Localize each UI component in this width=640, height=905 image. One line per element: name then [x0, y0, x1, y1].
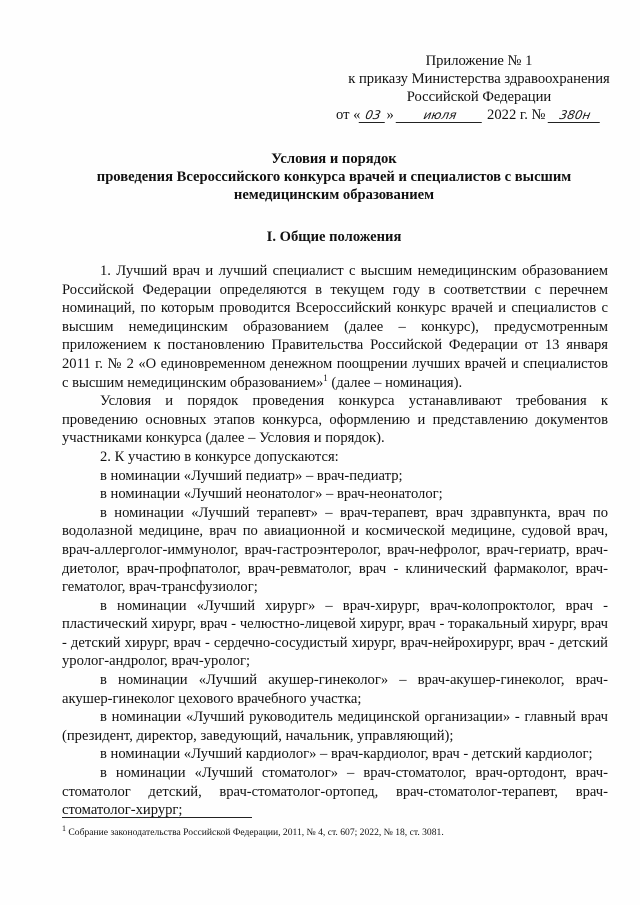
appendix-header — [334, 52, 624, 124]
appendix-number: Приложение № 1 — [425, 53, 533, 69]
paragraph-4: в номинации «Лучший педиатр» – врач-педиатр; — [100, 467, 403, 484]
year-text: 2022 г. № — [487, 107, 546, 123]
footnote-divider — [62, 817, 252, 818]
title-line-2: проведения Всероссийского конкурса врачей и специалистов с высшим немедицинским образованием — [96, 169, 572, 203]
paragraph-3: 2. К участию в конкурсе допускаются: — [100, 448, 339, 465]
handwritten-month: июля — [396, 108, 485, 123]
document-body — [62, 262, 608, 820]
footnote-ref: 1 — [323, 372, 328, 383]
handwritten-order-number: 380н — [548, 108, 603, 123]
paragraph-9: в номинации «Лучший руководитель медицинской организации» - главный врач (президент, директор, заведующий, начальник, управляющий); — [62, 709, 608, 744]
section-heading: I. Общие положения — [266, 229, 402, 245]
appendix-ministry: Российской Федерации — [406, 89, 552, 105]
document-title — [60, 150, 608, 204]
appendix-order-ref: к приказу Министерства здравоохранения — [348, 71, 610, 87]
paragraph-7: в номинации «Лучший хирург» – врач-хирург, врач-колопроктолог, врач - пластический хирург, врач - челюстно-лицевой хирург, врач - торакальный хирург, врач - детский хирург, врач - сердечно-сосудистый хирург, врач-нейрохирург, врач - детский уролог-андролог, врач-уролог; — [62, 597, 608, 670]
date-prefix: от « — [336, 107, 361, 123]
handwritten-day: 03 — [359, 108, 388, 123]
footnote — [62, 823, 608, 839]
paragraph-5: в номинации «Лучший неонатолог» – врач-неонатолог; — [100, 486, 443, 503]
paragraph-1 — [62, 262, 608, 392]
paragraph-10: в номинации «Лучший кардиолог» – врач-кардиолог, врач - детский кардиолог; — [100, 746, 593, 763]
paragraph-1-tail: (далее – номинация). — [327, 374, 463, 391]
paragraph-2: Условия и порядок проведения конкурса устанавливают требования к проведению основных этапов конкурса, оформлению и представлению документов участниками конкурса (далее – Условия и порядок). — [62, 393, 608, 447]
paragraph-1-text: 1. Лучший врач и лучший специалист с высшим немедицинским образованием Российской Федерации определяются в текущем году в соответствии с перечнем номинаций, по которым проводится Всероссийский конкурс врачей и специалистов с высшим немедицинским образованием (далее – конкурс), предусмотренным приложением к постановлению Правительства Российской Федерации от 13 января 2011 г. № 2 «О единовременном денежном поощрении лучших врачей и специалистов с высшим немедицинским образованием» — [62, 263, 608, 391]
footnote-text: Собрание законодательства Российской Федерации, 2011, № 4, ст. 607; 2022, № 18, ст. 3081. — [66, 827, 444, 839]
footnote-mark: 1 — [62, 824, 66, 833]
order-date-line — [336, 106, 624, 124]
date-mid: » — [386, 107, 394, 123]
paragraph-11: в номинации «Лучший стоматолог» – врач-стоматолог, врач-ортодонт, врач-стоматолог детский, врач-стоматолог-ортопед, врач-стоматолог-терапевт, врач-стоматолог-хирург; — [62, 765, 608, 819]
title-line-1: Условия и порядок — [271, 151, 397, 167]
paragraph-6: в номинации «Лучший терапевт» – врач-терапевт, врач здравпункта, врач по водолазной медицине, врач по авиационной и космической медицине, судовой врач, врач-аллерголог-иммунолог, врач-гастроэнтеролог, врач-нефролог, врач-гериатр, врач-диетолог, врач-профпатолог, врач-ревматолог, врач - клинический фармаколог, врач-гематолог, врач-трансфузиолог; — [62, 504, 608, 596]
paragraph-8: в номинации «Лучший акушер-гинеколог» – врач-акушер-гинеколог, врач-акушер-гинеколог цехового врачебного участка; — [62, 672, 608, 707]
